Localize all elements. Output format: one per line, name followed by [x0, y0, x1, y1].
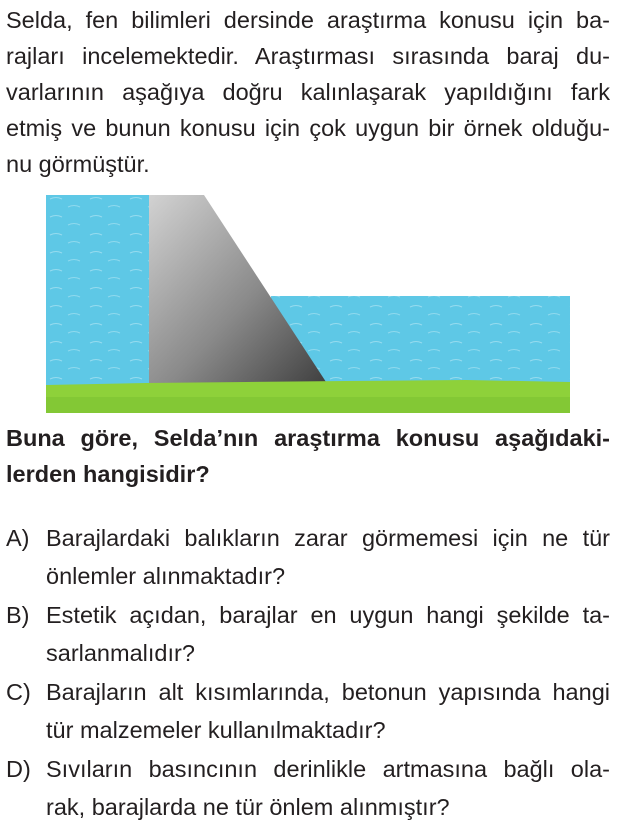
- intro-paragraph: [6, 2, 610, 182]
- intro-line-3: varlarının aşağıya doğru kalınlaşarak yapıldığını fark: [6, 79, 610, 105]
- option-b[interactable]: [6, 596, 610, 672]
- intro-line-2: rajları incelemektedir. Araştırması sırasında baraj du-: [6, 43, 610, 69]
- option-d-line-1: Sıvıların basıncının derinlikle artmasına bağlı ola-: [46, 756, 610, 782]
- option-c-line-1: Barajların alt kısımlarında, betonun yapısında hangi: [46, 679, 610, 705]
- option-d-letter: D): [6, 756, 31, 782]
- option-b-letter: B): [6, 602, 30, 628]
- option-c-letter: C): [6, 679, 31, 705]
- option-a-letter: A): [6, 525, 30, 551]
- option-a-line-1: Barajlardaki balıkların zarar görmemesi için ne tür: [46, 525, 610, 551]
- option-b-line-1: Estetik açıdan, barajlar en uygun hangi şekilde ta-: [46, 602, 610, 628]
- grass-shade: [46, 397, 570, 413]
- question-line-1: Buna göre, Selda’nın araştırma konusu aşağıdaki-: [6, 425, 610, 451]
- dam-wall: [149, 195, 328, 385]
- reservoir-water-ripples: [46, 195, 156, 387]
- answer-options: [6, 519, 610, 827]
- option-a-line-2: önlemler alınmaktadır?: [46, 563, 286, 589]
- option-c[interactable]: [6, 673, 610, 749]
- option-c-line-2: tür malzemeler kullanılmaktadır?: [46, 717, 386, 743]
- intro-line-4: etmiş ve bunun konusu için çok uygun bir örnek olduğu-: [6, 115, 610, 141]
- dam-illustration: [46, 193, 570, 413]
- question-prompt: [6, 420, 610, 492]
- question-line-2: lerden hangisidir?: [6, 461, 210, 487]
- option-b-line-2: sarlanmalıdır?: [46, 640, 195, 666]
- intro-line-5: nu görmüştür.: [6, 151, 150, 177]
- intro-line-1: Selda, fen bilimleri dersinde araştırma konusu için ba-: [6, 7, 610, 33]
- option-d[interactable]: [6, 750, 610, 826]
- option-d-line-2: rak, barajlarda ne tür önlem alınmıştır?: [46, 794, 450, 820]
- option-a[interactable]: [6, 519, 610, 595]
